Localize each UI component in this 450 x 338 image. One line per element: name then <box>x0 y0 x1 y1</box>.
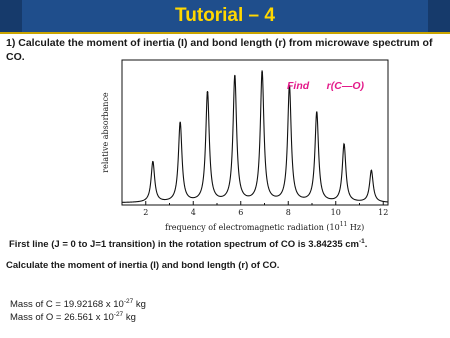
find-end: O) <box>352 80 364 92</box>
mass-o-exp: -27 <box>113 311 124 318</box>
first-line-text <box>9 238 449 250</box>
mass-c-unit: kg <box>133 299 146 310</box>
spectrum-peak-9 <box>371 170 373 172</box>
second-line-text: Calculate the moment of inertia (I) and bond length (r) of CO. <box>6 260 280 271</box>
first-line-prefix: First line (J = 0 to J=1 transition) in the rotation spectrum of CO is 3.84235 cm <box>9 239 360 250</box>
x-ticks <box>122 201 388 217</box>
y-axis-label: relative absorbance <box>101 92 110 173</box>
x-axis-label-unit: Hz) <box>347 223 365 232</box>
spectrum-peak-5 <box>261 72 263 74</box>
x-tick-label-2: 2 <box>143 208 149 217</box>
mass-c-prefix: Mass of C = 19.92168 x 10 <box>10 299 124 310</box>
spectrum-peak-1 <box>152 161 154 163</box>
spectrum-peak-2 <box>179 122 181 124</box>
x-axis-label <box>165 221 364 232</box>
x-tick-label-10: 10 <box>330 208 341 217</box>
x-tick-label-4: 4 <box>190 208 196 217</box>
find-label <box>287 80 364 92</box>
mass-c-exp: -27 <box>123 298 134 305</box>
spectrum-peak-8 <box>343 144 345 146</box>
spectrum-peak-4 <box>234 76 236 78</box>
mass-o-prefix: Mass of O = 26.561 x 10 <box>10 312 114 323</box>
x-tick-label-8: 8 <box>285 208 291 217</box>
spectrum-peak-7 <box>316 112 318 114</box>
spectrum-peak-3 <box>207 92 209 94</box>
first-line-suffix: . <box>364 239 368 250</box>
mass-carbon <box>10 298 146 310</box>
find-text: Find r(C <box>287 80 342 92</box>
x-tick-label-12: 12 <box>378 208 389 217</box>
x-axis-label-exp: 11 <box>339 221 348 228</box>
x-tick-label-6: 6 <box>238 208 244 217</box>
first-line-exp: -1 <box>359 238 365 245</box>
slide-title: Tutorial – 4 <box>175 5 275 26</box>
find-bond: — <box>341 80 353 92</box>
x-axis-label-text: frequency of electromagnetic radiation (10 <box>165 223 340 232</box>
mass-oxygen <box>10 311 136 323</box>
question-text: 1) Calculate the moment of inertia (I) and bond length (r) from microwave spectrum of CO. <box>6 37 433 63</box>
mass-o-unit: kg <box>123 312 136 323</box>
